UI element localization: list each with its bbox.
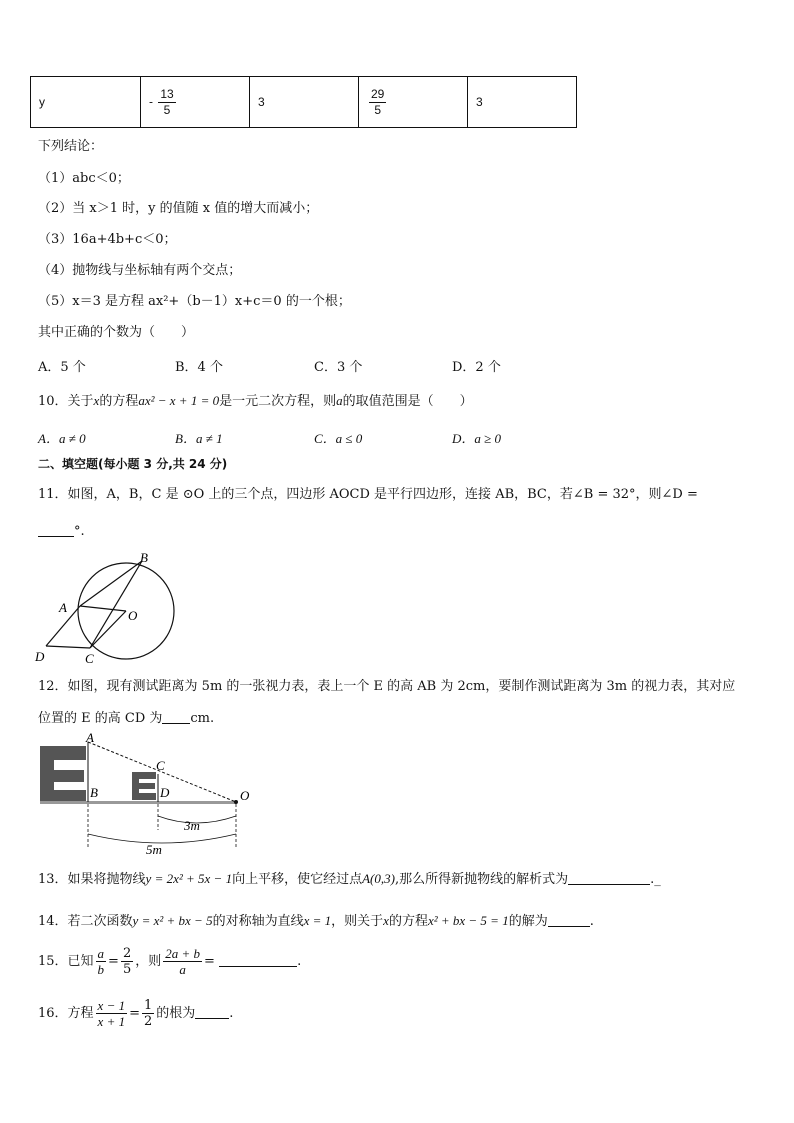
q10-text: 10．关于x的方程ax² − x + 1 = 0是一元二次方程，则a的取值范围是（ ） <box>38 393 473 409</box>
section-heading: 二、填空题(每小题 3 分,共 24 分) <box>38 457 228 471</box>
q9-option-a: A．5 个 <box>38 360 86 375</box>
label-b: B <box>140 550 148 565</box>
segment-ao <box>80 606 126 611</box>
q11-text: 11．如图，A，B，C 是 ⊙O 上的三个点，四边形 AOCD 是平行四边形，连接 AB，BC，若∠B = 32°，则∠D = <box>38 487 698 502</box>
label-c: C <box>85 651 94 666</box>
fraction: $\frac{x - 1}{x + 1}$ <box>97 998 126 1029</box>
fraction: $\frac{2}{5}$ <box>122 946 132 977</box>
q9-item-5: （5）x＝3 是方程 ax²+（b－1）x+c＝0 的一个根； <box>38 294 351 309</box>
circle-diagram <box>30 548 180 668</box>
q10-option-c: C．a ≤ 0 <box>314 431 363 446</box>
q12-text-2: 位置的 E 的高 CD 为 cm. <box>38 711 215 726</box>
small-e <box>132 772 156 800</box>
label-b: B <box>90 785 98 800</box>
fraction: $\frac{1}{2}$ <box>144 998 153 1029</box>
label-a: A <box>59 600 67 615</box>
fraction: $\frac{a}{b}$ <box>97 946 105 977</box>
q9-item-4: （4）抛物线与坐标轴有两个交点； <box>38 263 242 278</box>
table-cell: 3 <box>250 77 359 128</box>
eye-chart-diagram <box>36 730 266 860</box>
q15-text: 15．已知 $\frac{a}{b}$ = $\frac{2}{5}$ ，则 $\frac{2a + b}{a}$ = . <box>38 946 302 977</box>
ground-line <box>40 801 236 804</box>
q9-option-c: C．3 个 <box>314 360 363 375</box>
segment-dc <box>46 646 90 648</box>
row-label: y <box>31 77 141 128</box>
fraction: $\frac{13}{5}$ <box>160 86 174 117</box>
q10-option-d: D．a ≥ 0 <box>452 431 502 446</box>
q13-text: 13．如果将抛物线y = 2x² + 5x − 1向上平移，使它经过点A(0,3),那么所得新抛物线的解析式为 ._ <box>38 871 661 887</box>
q9-item-3: （3）16a+4b+c＜0； <box>38 232 177 247</box>
segment-bc <box>90 561 142 648</box>
point-o <box>234 800 238 804</box>
fraction: $\frac{29}{5}$ <box>371 86 385 117</box>
q9-option-b: B．4 个 <box>175 360 223 375</box>
label-c: C <box>156 758 165 773</box>
segment-oc <box>90 611 126 648</box>
q12-text-1: 12．如图，现有测试距离为 5m 的一张视力表，表上一个 E 的高 AB 为 2cm，要制作测试距离为 3m 的视力表，其对应 <box>38 679 736 694</box>
q9-question: 其中正确的个数为（ ） <box>38 325 195 340</box>
large-e <box>40 746 86 802</box>
table-cell <box>359 77 468 128</box>
q11-tail: °. <box>38 522 85 541</box>
q16-text: 16．方程 $\frac{x - 1}{x + 1}$ = $\frac{1}{2}$ 的根为 . <box>38 998 234 1029</box>
answer-blank <box>568 870 650 885</box>
sign: - <box>149 94 153 109</box>
q9-item-2: （2）当 x＞1 时，y 的值随 x 值的增大而减小； <box>38 201 319 216</box>
label-d: D <box>160 785 170 800</box>
answer-blank <box>548 912 590 927</box>
q9-item-1: （1）abc＜0； <box>38 171 130 186</box>
value-table <box>30 76 577 128</box>
answer-blank <box>219 952 297 967</box>
label-d: D <box>35 649 45 664</box>
q14-text: 14．若二次函数y = x² + bx − 5的对称轴为直线x = 1，则关于x的方程x² + bx − 5 = 1的解为 . <box>38 913 594 929</box>
label-5m: 5m <box>146 842 162 857</box>
q10-option-b: B．a ≠ 1 <box>175 431 223 446</box>
answer-blank <box>195 1004 229 1019</box>
table-cell <box>141 77 250 128</box>
label-a: A <box>86 730 94 745</box>
q9-intro: 下列结论： <box>38 139 104 154</box>
table-row <box>31 77 577 128</box>
label-o: O <box>240 788 250 803</box>
segment-ab <box>80 561 142 606</box>
brace-5m <box>88 834 236 843</box>
answer-blank <box>38 522 74 537</box>
fraction: $\frac{2a + b}{a}$ <box>165 946 201 977</box>
answer-blank <box>162 709 190 724</box>
q9-option-d: D．2 个 <box>452 360 501 375</box>
q10-option-a: A．a ≠ 0 <box>38 431 86 446</box>
label-o: O <box>128 608 138 623</box>
table-cell: 3 <box>468 77 577 128</box>
label-3m: 3m <box>184 818 200 833</box>
